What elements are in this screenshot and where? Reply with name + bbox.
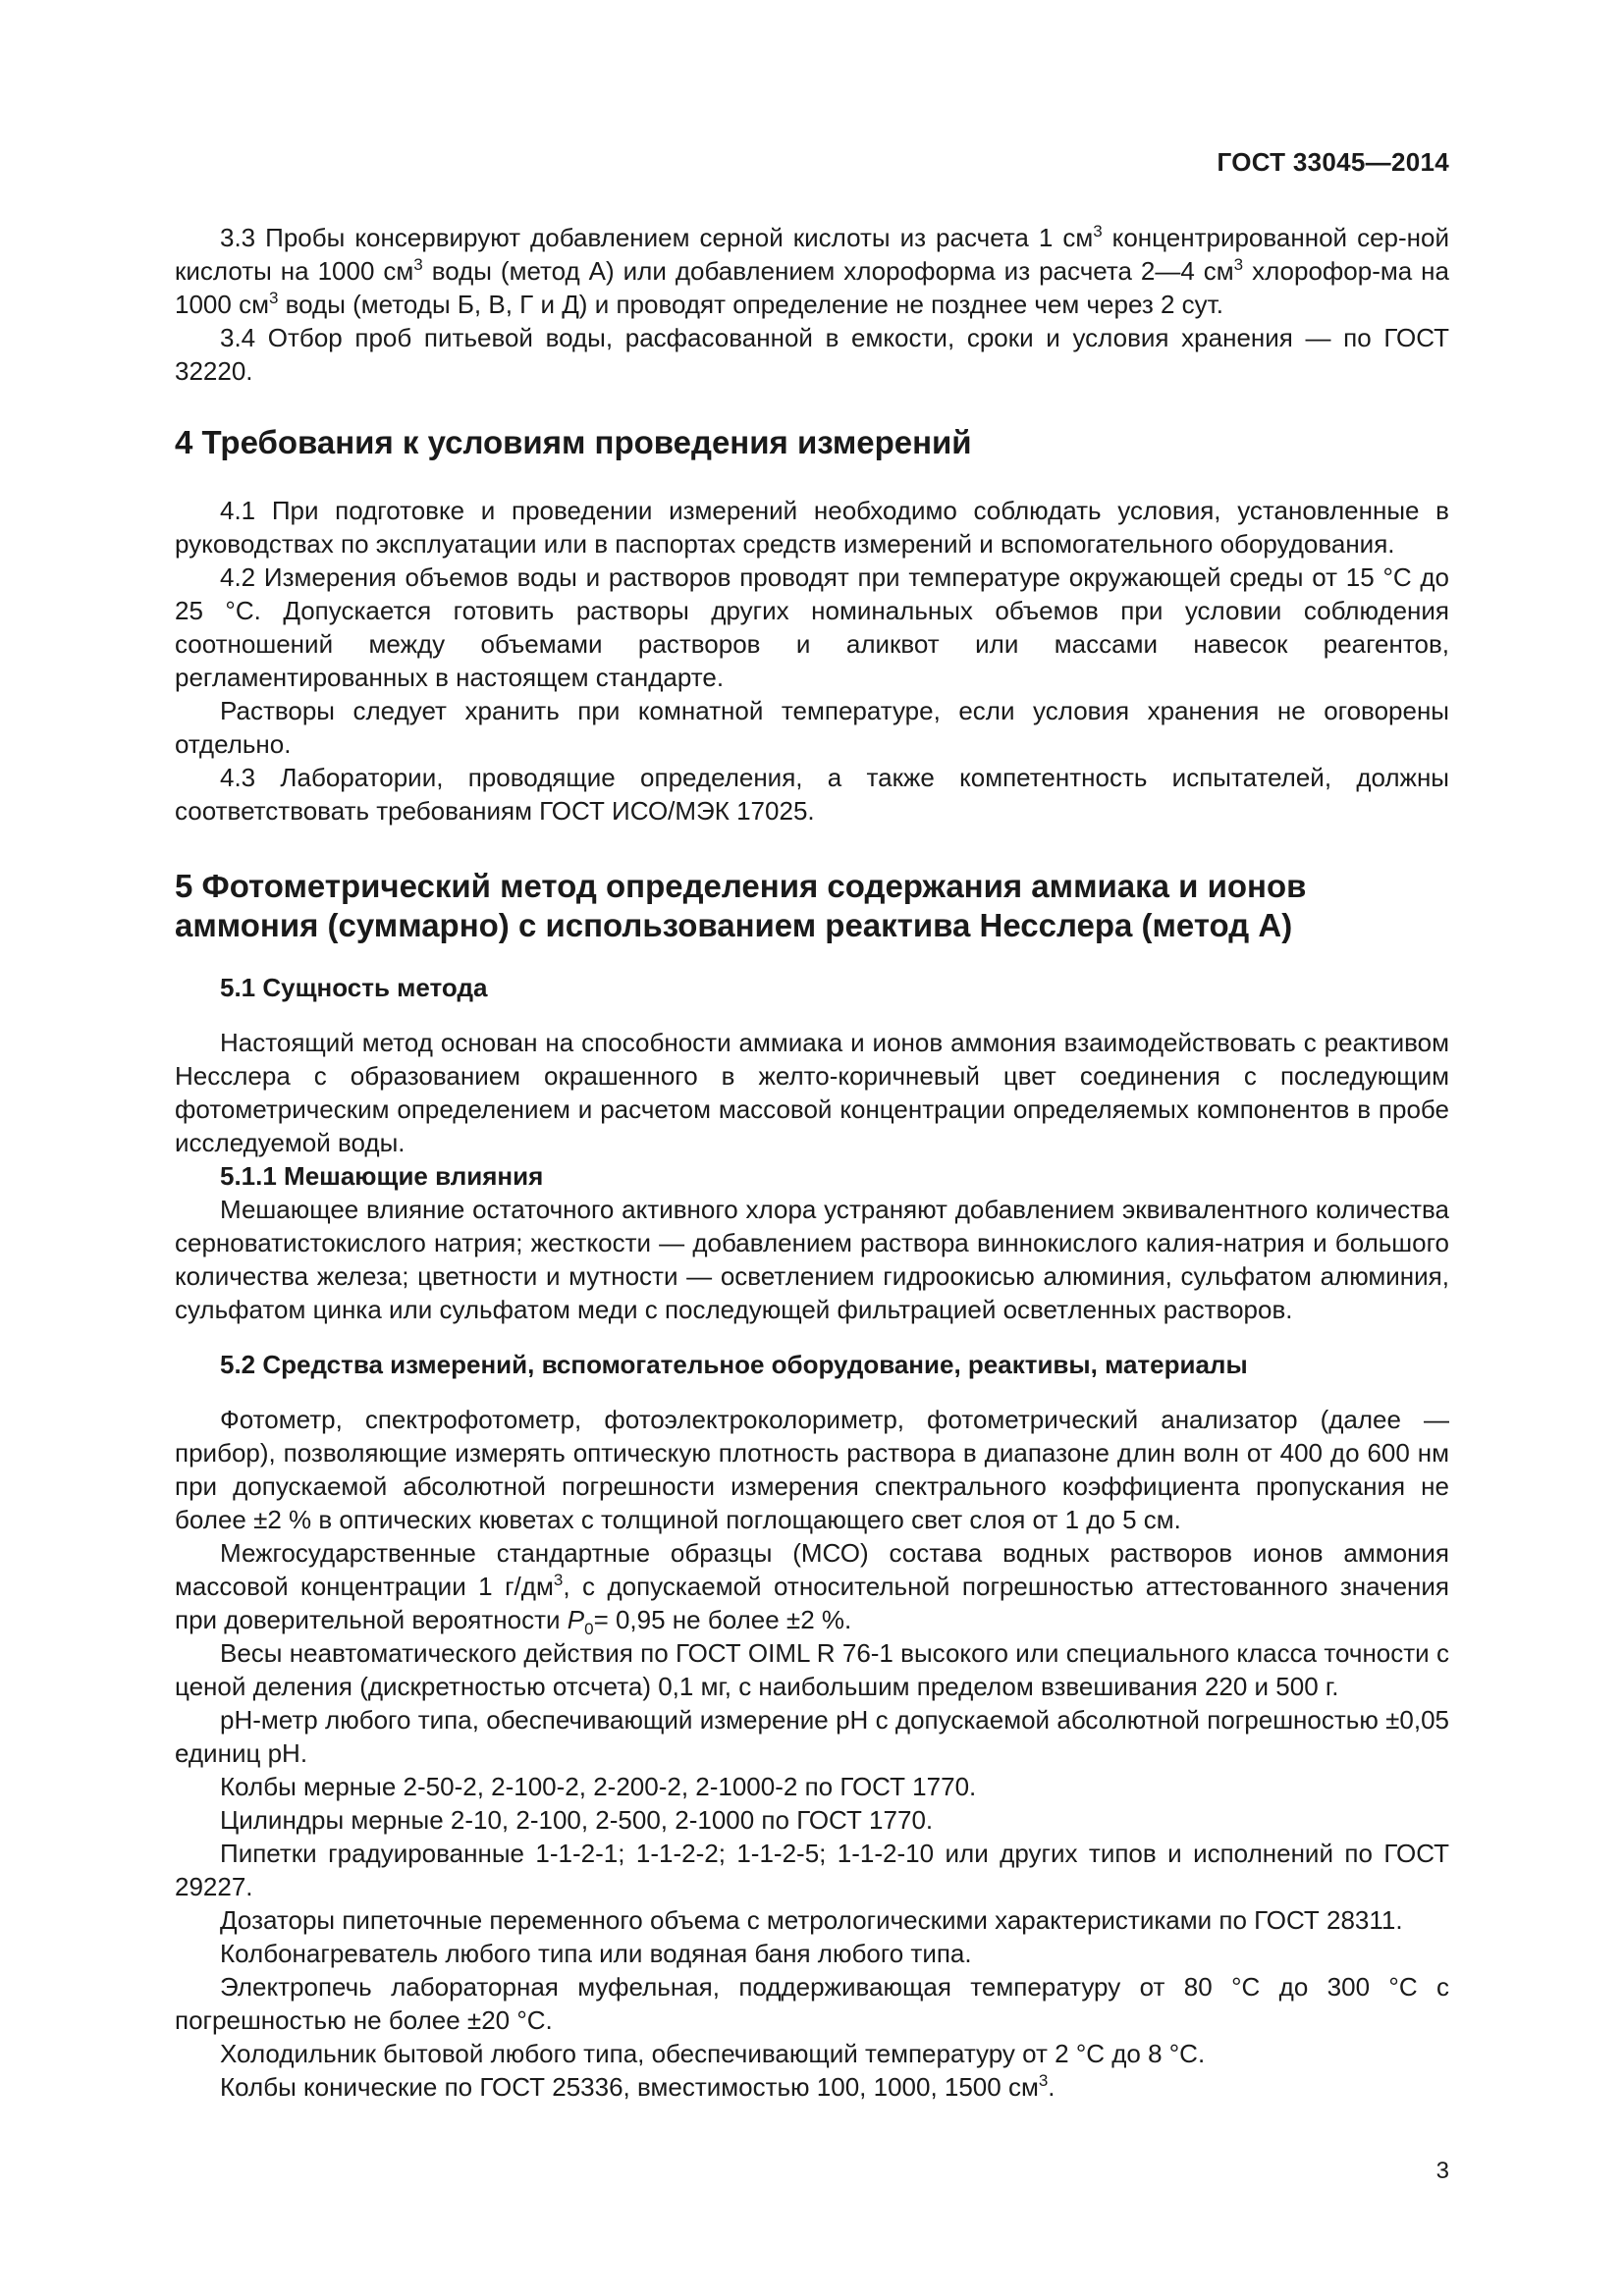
superscript: 3 [1093, 222, 1103, 240]
italic-symbol: P [567, 1605, 585, 1634]
paragraph-5-2-furnace: Электропечь лабораторная муфельная, поддерживающая температуру от 80 °С до 300 °С с погрешностью не более ±20 °С. [175, 1972, 1449, 2035]
superscript: 3 [553, 1571, 564, 1589]
paragraph-5-2-photometer: Фотометр, спектрофотометр, фотоэлектроколориметр, фотометрический анализатор (далее — прибор), позволяющие измерять оптическую плотность раствора в диапазоне длин волн от 400 до 600 нм при допускаемой абсолютной погрешности измерения спектрального коэффициента пропускания не более ±2 % в оптических кюветах с толщиной поглощающего свет слоя от 1 до 5 см. [175, 1405, 1449, 1534]
subsection-5-1-1-heading: 5.1.1 Мешающие влияния [220, 1161, 544, 1191]
paragraph-5-2-heater: Колбонагреватель любого типа или водяная баня любого типа. [220, 1939, 972, 1968]
subsection-5-1-heading: 5.1 Сущность метода [220, 973, 488, 1002]
spacer [175, 1004, 1449, 1026]
paragraph-3-4: 3.4 Отбор проб питьевой воды, расфасованной в емкости, сроки и условия хранения — по ГОСТ 32220. [175, 323, 1449, 386]
superscript: 3 [1233, 255, 1244, 274]
page-number: 3 [1435, 2158, 1449, 2184]
section-5-heading: 5 Фотометрический метод определения содержания аммиака и ионов аммония (суммарно) с использованием реактива Несслера (метод А) [175, 868, 1307, 943]
spacer [175, 1326, 1449, 1348]
superscript: 3 [1038, 2071, 1049, 2090]
page-content [175, 221, 1449, 2104]
paragraph-4-3: 4.3 Лаборатории, проводящие определения, а также компетентность испытателей, должны соответствовать требованиям ГОСТ ИСО/МЭК 17025. [175, 763, 1449, 826]
paragraph-5-1: Настоящий метод основан на способности аммиака и ионов аммония взаимодействовать с реактивом Несслера с образованием окрашенного в желто-коричневый цвет соединения с последующим фотометрическим определением и расчетом массовой концентрации определяемых компонентов в пробе исследуемой воды. [175, 1028, 1449, 1157]
section-4-heading: 4 Требования к условиям проведения измерений [175, 424, 972, 460]
paragraph-4-2: 4.2 Измерения объемов воды и растворов проводят при температуре окружающей среды от 15 °С до 25 °С. Допускается готовить растворы других номинальных объемов при условии соблюдения соотношений между объемами растворов и аликвот или массами навесок реагентов, регламентированных в настоящем стандарте. [175, 562, 1449, 692]
text-span: . [1048, 2072, 1056, 2102]
text-span: Межгосударственные стандартные образцы (МСО) состава водных растворов ионов аммония массовой концентрации 1 г/дм [175, 1538, 1449, 1601]
paragraph-3-3 [175, 221, 1449, 321]
paragraph-5-2-flasks: Колбы мерные 2-50-2, 2-100-2, 2-200-2, 2-1000-2 по ГОСТ 1770. [220, 1772, 977, 1801]
paragraph-5-1-1: Мешающее влияние остаточного активного хлора устраняют добавлением эквивалентного количества серноватистокислого натрия; жесткости — добавлением раствора виннокислого калия-натрия и большого количества железа; цветности и мутности — осветлением гидроокисью алюминия, сульфатом алюминия, сульфатом цинка или сульфатом меди с последующей фильтрацией осветленных растворов. [175, 1195, 1449, 1324]
superscript: 3 [268, 289, 279, 307]
paragraph-5-2-scales: Весы неавтоматического действия по ГОСТ OIML R 76-1 высокого или специального класса точности с ценой деления (дискретностью отсчета) 0,1 мг, с наибольшим пределом взвешивания 220 и 500 г. [175, 1638, 1449, 1701]
paragraph-5-2-mso [175, 1536, 1449, 1636]
paragraph-4-1: 4.1 При подготовке и проведении измерений необходимо соблюдать условия, установленные в руководствах по эксплуатации или в паспортах средств измерений и вспомогательного оборудования. [175, 496, 1449, 559]
document-id-header: ГОСТ 33045—2014 [1217, 147, 1449, 177]
superscript: 3 [413, 255, 423, 274]
text-span: воды (метод А) или добавлением хлороформа из расчета 2—4 см [422, 256, 1234, 286]
text-span: 3.3 Пробы консервируют добавлением серной кислоты из расчета 1 см [220, 223, 1094, 252]
paragraph-5-2-ph-meter: рН-метр любого типа, обеспечивающий измерение рН с допускаемой абсолютной погрешностью ±0,05 единиц рН. [175, 1705, 1449, 1768]
spacer [175, 1381, 1449, 1403]
paragraph-5-2-cylinders: Цилиндры мерные 2-10, 2-100, 2-500, 2-1000 по ГОСТ 1770. [220, 1805, 934, 1835]
subsection-5-2-heading: 5.2 Средства измерений, вспомогательное оборудование, реактивы, материалы [220, 1350, 1248, 1379]
text-span: концентрированной сер-ной кислоты на 1000 см [175, 223, 1449, 286]
paragraph-5-2-pipettes: Пипетки градуированные 1-1-2-1; 1-1-2-2; 1-1-2-5; 1-1-2-10 или других типов и исполнений по ГОСТ 29227. [175, 1839, 1449, 1901]
text-span: воды (методы Б, В, Г и Д) и проводят определение не позднее чем через 2 сут. [278, 290, 1223, 319]
text-span: = 0,95 не более ±2 %. [593, 1605, 852, 1634]
paragraph-4-2-storage: Растворы следует хранить при комнатной температуре, если условия хранения не оговорены отдельно. [175, 696, 1449, 759]
text-span: хлорофор-ма на 1000 см [175, 256, 1449, 319]
text-span: , с допускаемой относительной погрешностью аттестованного значения при доверительной вероятности [175, 1572, 1449, 1634]
text-span: Колбы конические по ГОСТ 25336, вместимостью 100, 1000, 1500 см [220, 2072, 1039, 2102]
paragraph-5-2-fridge: Холодильник бытовой любого типа, обеспечивающий температуру от 2 °С до 8 °С. [220, 2039, 1206, 2068]
paragraph-5-2-dispensers: Дозаторы пипеточные переменного объема с метрологическими характеристиками по ГОСТ 28311. [220, 1905, 1403, 1935]
paragraph-5-2-conical-flasks [175, 2070, 1449, 2104]
subscript: 0 [584, 1620, 594, 1638]
